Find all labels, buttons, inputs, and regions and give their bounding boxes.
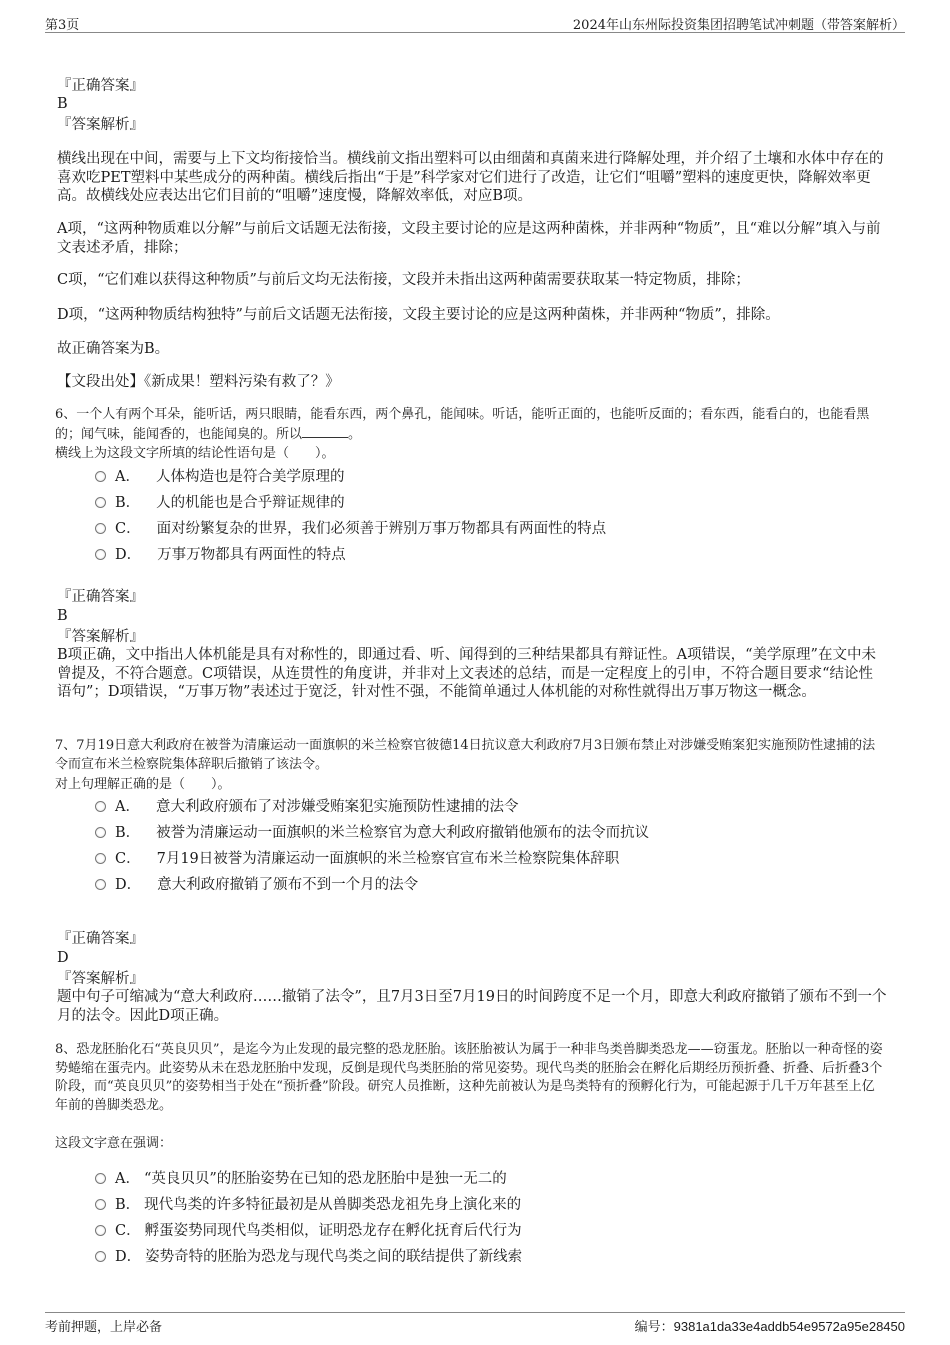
answer-value: D [57,950,69,966]
analysis-paragraph: D项，“这两种物质结构独特”与前后文话题无法衔接，文段主要讨论的应是这两种菌株，并非两种“物质”，排除。 [57,307,780,323]
option-c[interactable]: C． 7月19日被誉为清廉运动一面旗帜的米兰检察官宣布米兰检察院集体辞职 [95,849,619,869]
option-b[interactable]: B． 被誉为清廉运动一面旗帜的米兰检察官为意大利政府撤销他颁布的法令而抗议 [95,823,649,843]
option-c[interactable]: C． 面对纷繁复杂的世界，我们必须善于辨别万事万物都具有两面性的特点 [95,519,606,539]
question-prompt: 横线上为这段文字所填的结论性语句是（ ）。 [55,446,335,461]
document-title: 2024年山东州际投资集团招聘笔试冲刺题（带答案解析） [572,18,905,33]
footer-slogan: 考前押题，上岸必备 [45,1320,163,1335]
page-header [45,12,905,33]
option-a[interactable]: A． 人体构造也是符合美学原理的 [95,467,344,487]
radio-icon[interactable] [95,1173,106,1184]
option-c[interactable]: C． 孵蛋姿势同现代鸟类相似，证明恐龙存在孵化抚育后代行为 [95,1221,522,1241]
option-b[interactable]: B． 现代鸟类的许多特征最初是从兽脚类恐龙祖先身上演化来的 [95,1195,521,1215]
radio-icon[interactable] [95,523,106,534]
option-d[interactable]: D． 意大利政府撤销了颁布不到一个月的法令 [95,875,418,895]
question-prompt: 对上句理解正确的是（ ）。 [55,777,231,792]
answer-value: B [57,608,68,624]
analysis-paragraph: 横线出现在中间，需要与上下文均衔接恰当。横线前文指出塑料可以由细菌和真菌来进行降解处理，并介绍了土壤和水体中存在的喜欢吃PET塑料中某些成分的两种菌。横线后指出“于是”科学家对它们进行了改造，让它们“咀嚼”塑料的速度更快，降解效率更高。故横线处应表达出它们目前的“咀嚼”速度慢，降解效率低，对应B项。 [57,151,884,204]
question-stem: 8、恐龙胚胎化石“英良贝贝”，是迄今为止发现的最完整的恐龙胚胎。该胚胎被认为属于一种非鸟类兽脚类恐龙——窃蛋龙。胚胎以一种奇怪的姿势蜷缩在蛋壳内。此姿势从未在恐龙胚胎中发现，反倒是现代鸟类胚胎的常见姿势。现代鸟类的胚胎会在孵化后期经历预折叠、折叠、后折叠3个阶段，而“英良贝贝”的姿势相当于处在“预折叠”阶段。研究人员推断，这种先前被认为是鸟类特有的预孵化行为，可能起源于几千万年甚至上亿年前的兽脚类恐龙。 [55,1042,883,1113]
analysis-paragraph: 题中句子可缩减为“意大利政府……撤销了法令”，且7月3日至7月19日的时间跨度不足一个月，即意大利政府撤销了颁布不到一个月的法令。因此D项正确。 [57,989,887,1024]
radio-icon[interactable] [95,1251,106,1262]
analysis-label: 『答案解析』 [57,971,144,987]
question-stem: 6、一个人有两个耳朵，能听话，两只眼睛，能看东西，两个鼻孔，能闻味。听话，能听正面的，也能听反面的；看东西，能看白的，也能看黑的；闻气味，能闻香的，也能闻臭的。所以 。 [55,407,870,442]
analysis-paragraph: A项，“这两种物质难以分解”与前后文话题无法衔接，文段主要讨论的应是这两种菌株，并非两种“物质”，且“难以分解”填入与前文表述矛盾，排除； [57,221,881,256]
radio-icon[interactable] [95,879,106,890]
analysis-conclusion: 故正确答案为B。 [57,341,170,357]
text-source: 【文段出处】《新成果！塑料污染有救了？》 [57,374,340,390]
option-d[interactable]: D． 姿势奇特的胚胎为恐龙与现代鸟类之间的联结提供了新线索 [95,1247,522,1267]
analysis-label: 『答案解析』 [57,117,144,133]
question-prompt: 这段文字意在强调： [55,1136,173,1151]
question-stem: 7、7月19日意大利政府在被誉为清廉运动一面旗帜的米兰检察官彼德14日抗议意大利政府7月3日颁布禁止对涉嫌受贿案犯实施预防性逮捕的法令而宣布米兰检察院集体辞职后撤销了该法令。 [55,738,876,772]
option-d[interactable]: D． 万事万物都具有两面性的特点 [95,545,346,565]
analysis-paragraph: C项，“它们难以获得这种物质”与前后文均无法衔接，文段并未指出这两种菌需要获取某一特定物质，排除； [57,272,750,288]
radio-icon[interactable] [95,801,106,812]
fill-blank [302,425,348,438]
radio-icon[interactable] [95,1225,106,1236]
answer-label: 『正确答案』 [57,931,144,947]
option-a[interactable]: A． “英良贝贝”的胚胎姿势在已知的恐龙胚胎中是独一无二的 [95,1169,507,1189]
document-code: 编号：9381a1da33e4addb54e9572a95e28450 [634,1319,905,1334]
radio-icon[interactable] [95,471,106,482]
answer-value: B [57,96,68,112]
answer-label: 『正确答案』 [57,78,144,94]
radio-icon[interactable] [95,853,106,864]
radio-icon[interactable] [95,549,106,560]
radio-icon[interactable] [95,1199,106,1210]
radio-icon[interactable] [95,827,106,838]
analysis-label: 『答案解析』 [57,629,144,645]
option-b[interactable]: B． 人的机能也是合乎辩证规律的 [95,493,345,513]
page-number: 第3页 [45,18,80,33]
answer-label: 『正确答案』 [57,589,144,605]
option-a[interactable]: A． 意大利政府颁布了对涉嫌受贿案犯实施预防性逮捕的法令 [95,797,518,817]
page-footer [45,1312,905,1333]
analysis-paragraph: B项正确，文中指出人体机能是具有对称性的，即通过看、听、闻得到的三种结果都具有辩证性。A项错误，“美学原理”在文中未曾提及，不符合题意。C项错误，从连贯性的角度讲，并非对上文表述的总结，而是一定程度上的引申，不符合题目要求“结论性语句”；D项错误，“万事万物”表述过于宽泛，针对性不强，不能简单通过人体机能的对称性就得出万事万物这一概念。 [57,647,876,700]
radio-icon[interactable] [95,497,106,508]
